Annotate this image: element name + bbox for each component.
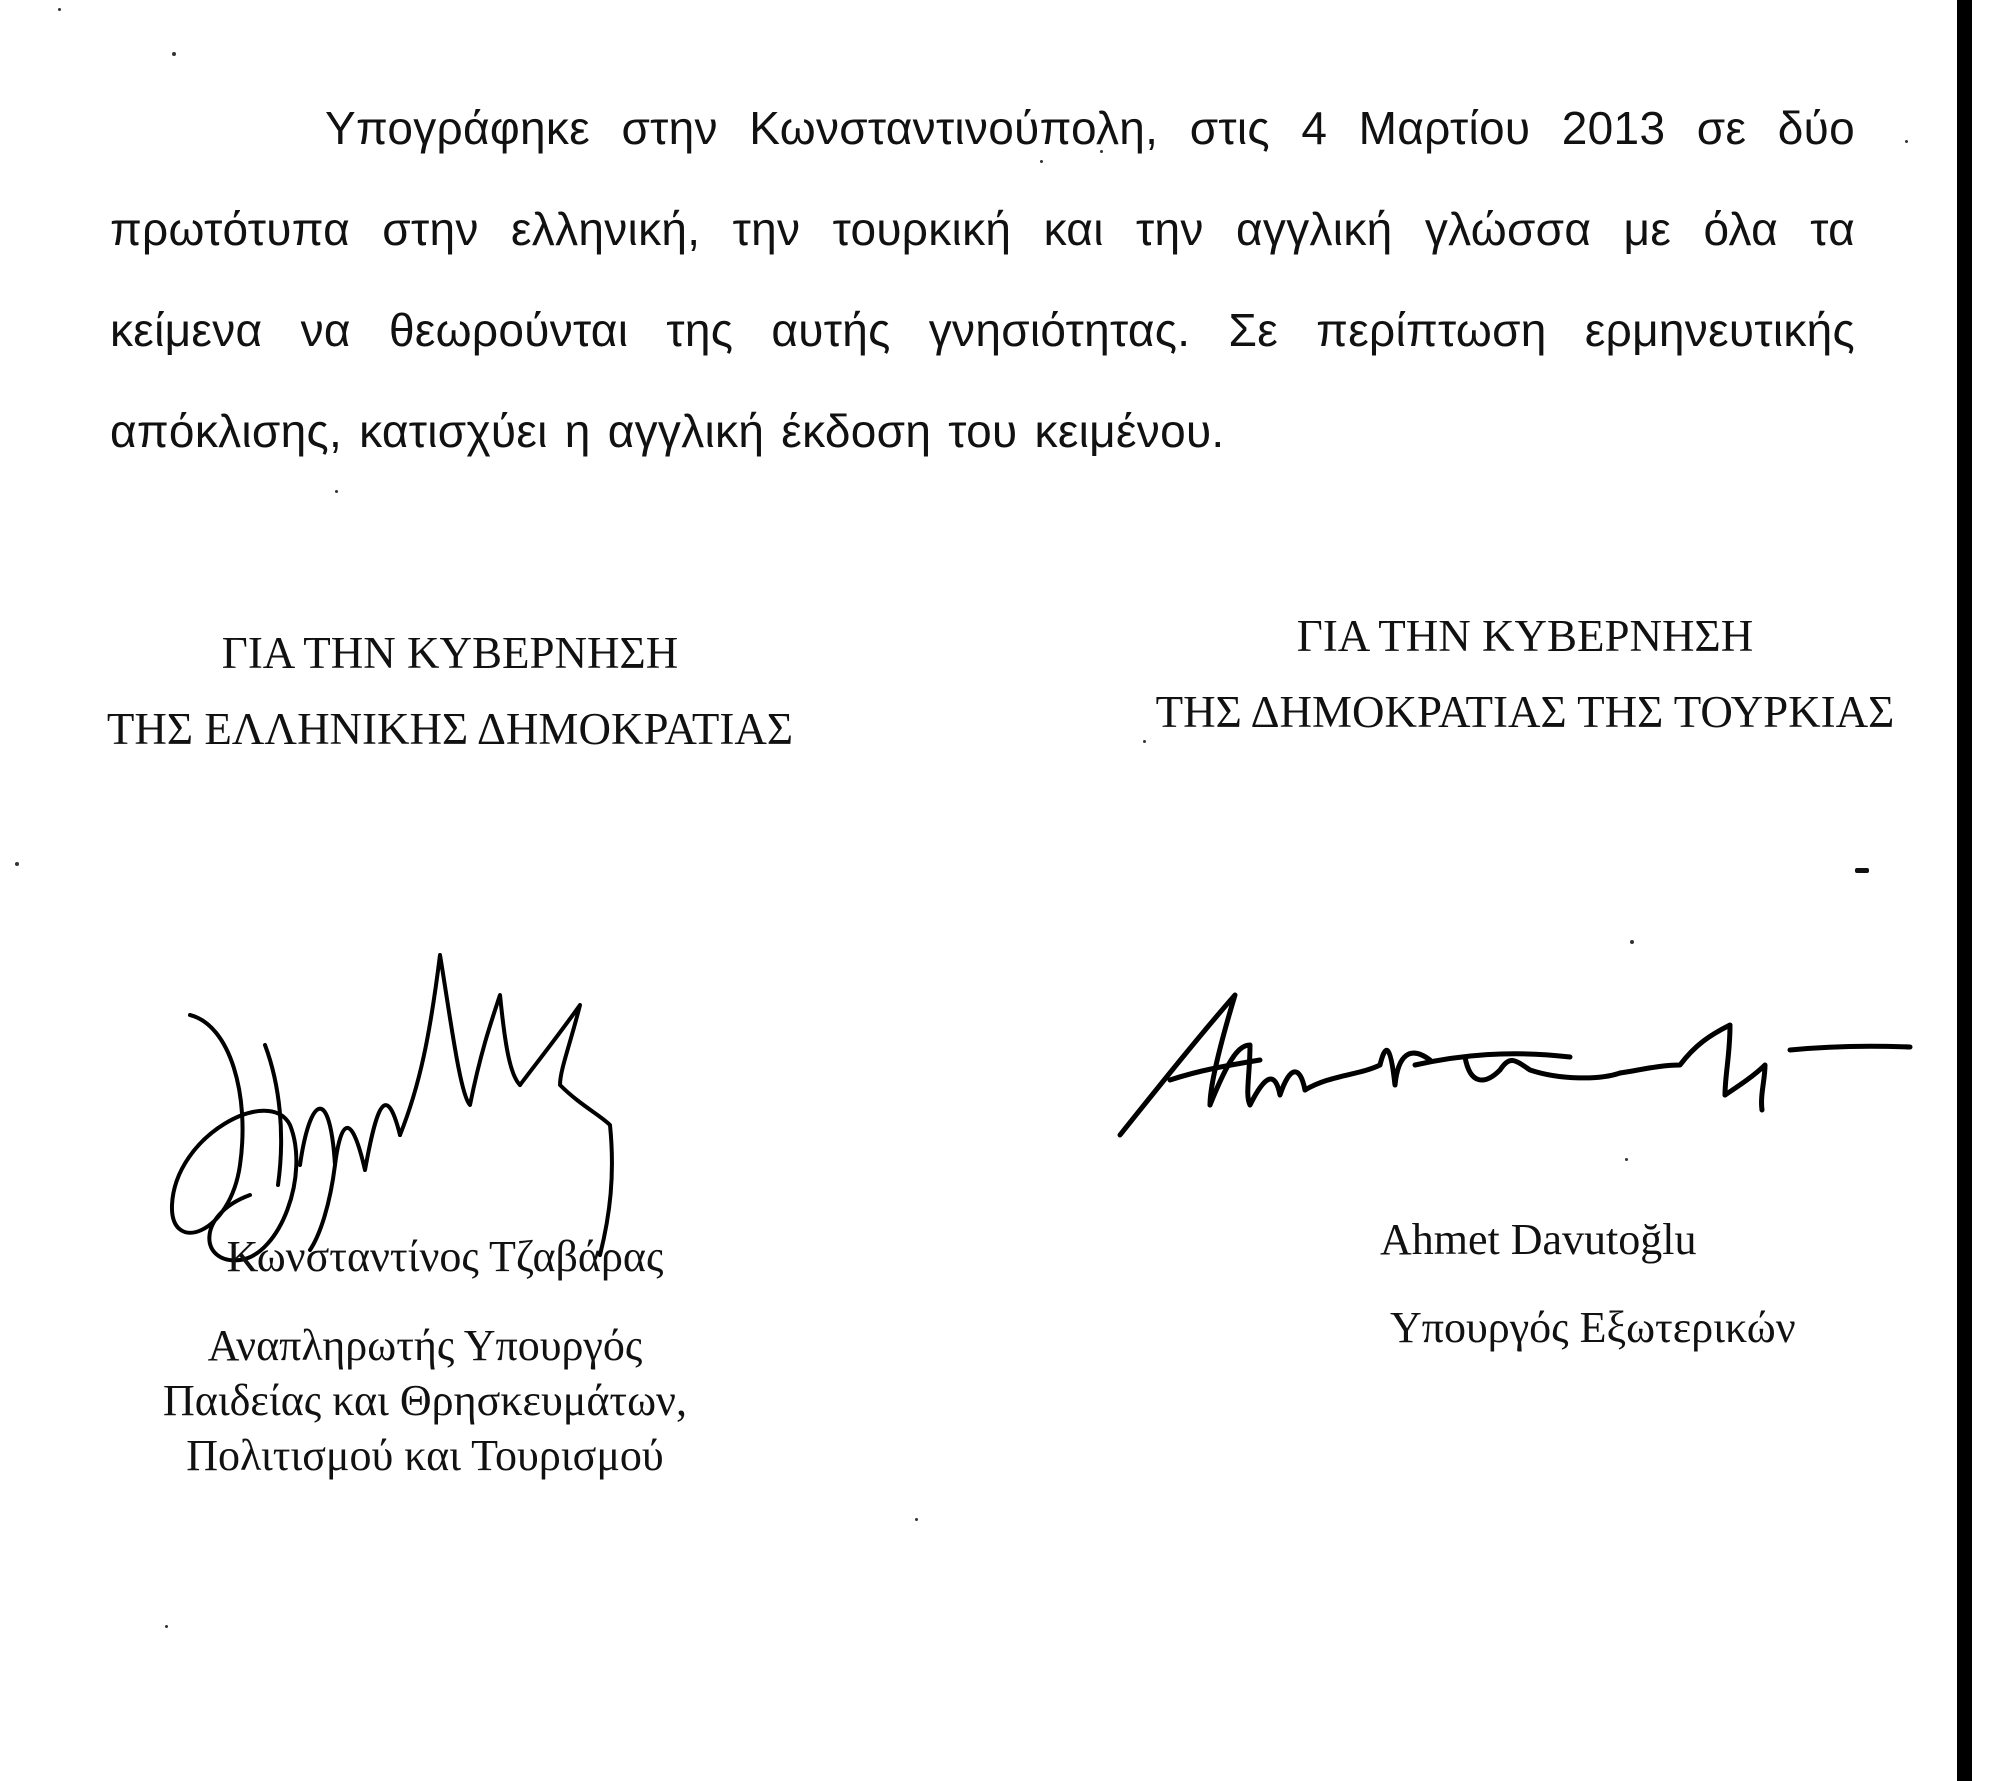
scan-speck — [1625, 1158, 1628, 1161]
turkish-signatory-name: Ahmet Davutoğlu — [1380, 1215, 1697, 1264]
scan-speck — [15, 862, 19, 866]
greek-signature — [160, 935, 640, 1270]
scan-speck — [172, 52, 176, 56]
scan-speck — [1630, 940, 1634, 944]
scan-speck — [1855, 868, 1869, 873]
turkish-signatory-title — [1390, 1298, 1890, 1358]
scan-speck — [58, 8, 61, 11]
title-line: Παιδείας και Θρησκευμάτων, — [163, 1376, 687, 1425]
heading-line: ΓΙΑ ΤΗΝ ΚΥΒΕΡΝΗΣΗ — [1296, 611, 1754, 661]
heading-line: ΓΙΑ ΤΗΝ ΚΥΒΕΡΝΗΣΗ — [221, 628, 679, 678]
scan-speck — [165, 1625, 168, 1628]
heading-line: ΤΗΣ ΔΗΜΟΚΡΑΤΙΑΣ ΤΗΣ ΤΟΥΡΚΙΑΣ — [1155, 687, 1895, 737]
heading-line: ΤΗΣ ΕΛΛΗΝΙΚΗΣ ΔΗΜΟΚΡΑΤΙΑΣ — [106, 704, 794, 754]
greek-signatory-title — [100, 1318, 750, 1483]
title-line: Πολιτισμού και Τουρισμού — [186, 1431, 664, 1480]
scan-edge — [1957, 0, 1972, 1781]
title-line: Υπουργός Εξωτερικών — [1390, 1303, 1796, 1352]
title-line: Αναπληρωτής Υπουργός — [207, 1321, 643, 1370]
turkish-government-heading — [1090, 598, 1960, 750]
greek-signatory-name: Κωνσταντίνος Τζαβάρας — [226, 1232, 664, 1281]
scan-speck — [915, 1518, 918, 1521]
greek-government-heading — [40, 615, 860, 767]
scan-speck — [335, 490, 338, 493]
turkish-signature — [1100, 985, 1920, 1150]
scan-speck — [1905, 140, 1908, 143]
closing-paragraph: Υπογράφηκε στην Κωνσταντινούπολη, στις 4 Μαρτίου 2013 σε δύο πρωτότυπα στην ελληνική, την τουρκική και την αγγλική γλώσσα με όλα τα κείμενα να θεωρούνται της αυτής γνησιότητας. Σε περίπτωση ερμηνευτικής απόκλισης, κατισχύει η αγγλική έκδοση του κειμένου. — [110, 102, 1855, 457]
